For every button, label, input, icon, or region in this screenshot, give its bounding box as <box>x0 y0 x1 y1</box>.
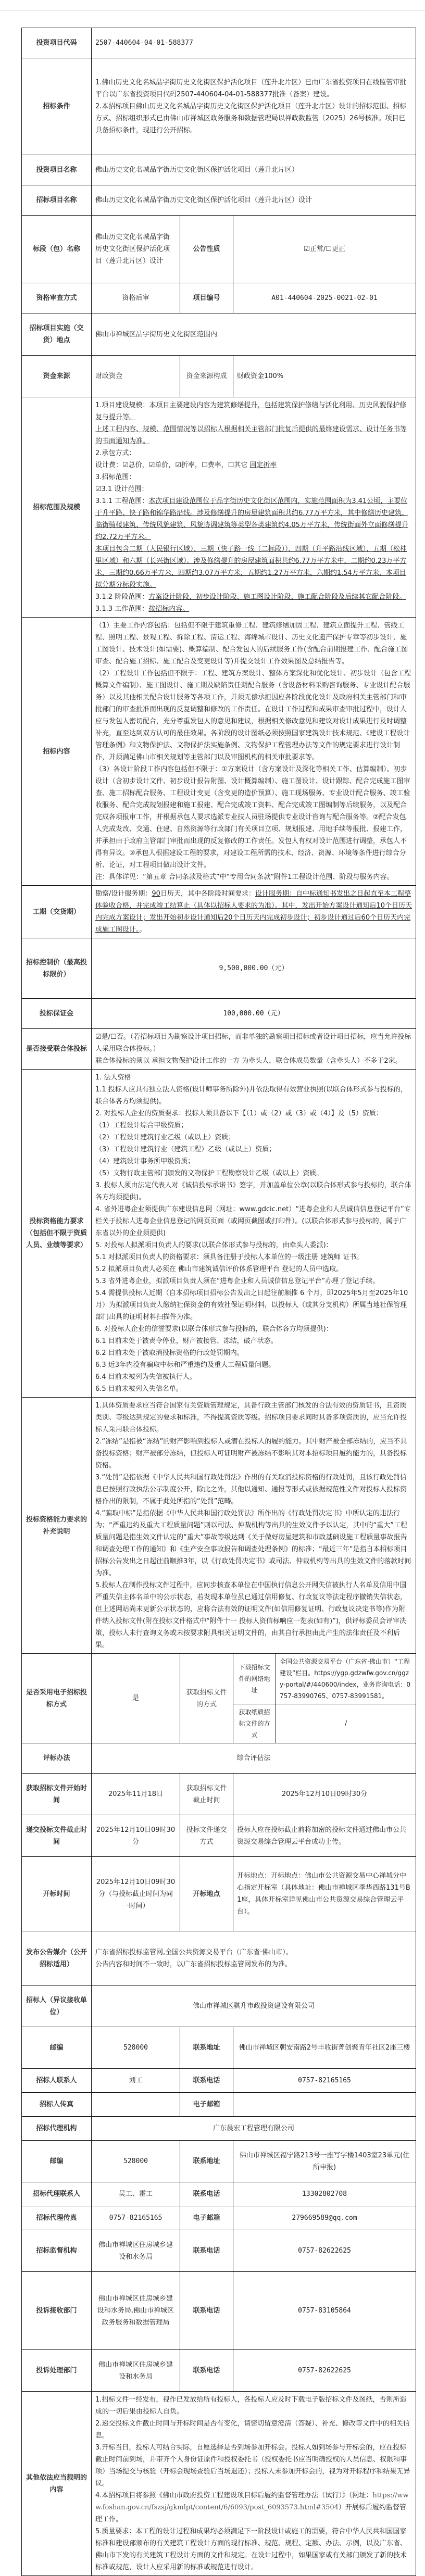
value-location: 佛山市禅城区品字街历史文化街区范围内 <box>92 313 416 356</box>
scope-p313-prefix: 3.1.3 工作范围： <box>95 605 149 613</box>
period-mid: 日历天，其中各阶段时间要求： <box>160 890 255 898</box>
other-p2: 2.递交投标文件截止时间与开标时间是否有变化，请密切留意澄清（答疑）、补充、修改等文件中的相关信息。 <box>95 2420 410 2440</box>
row-tenderer <box>22 1986 416 2027</box>
label-notice-nature: 公告性质 <box>180 216 233 283</box>
requirement-item: 3. 投标人须由法定代表人对《诚信投标承诺书》签字，并加盖单位公章(以联合体形式参与投标的，联合体各方均须提供)。 <box>95 1182 411 1201</box>
value-agency-phone: 13302802708 <box>233 2182 416 2206</box>
row-agency <box>22 2117 416 2141</box>
row-agency-fax <box>22 2206 416 2230</box>
label-project-number: 项目编号 <box>180 283 233 313</box>
value-agency-address: 佛山市禅城区福宁路213号一座写字楼1403室23单元(住所申报) <box>233 2141 416 2182</box>
label-obtain-start: 获取招标文件开始时间 <box>22 1774 92 1815</box>
label-tender-name: 招标项目名称 <box>22 185 92 216</box>
requirement-item: （1）工程设计综合甲级资质； <box>95 1122 188 1129</box>
label-tenderer-fax: 招标人传真 <box>22 2093 92 2117</box>
row-other <box>22 2392 416 2576</box>
requirement-item: （5）文物行政主管部门颁发的文物保护工程勘察设计乙级（或以上）资质。 <box>95 1170 323 1177</box>
row-supervision <box>22 2230 416 2272</box>
value-agency-email: 279669589@qq.com <box>233 2206 416 2230</box>
value-paper-method: / <box>276 1704 416 1743</box>
content-item: （1）主要工作内容包括：包括但不限于建筑重修工程、建筑修缮加固工程、建筑立面提升工程、管线工程、照明工程、景观工程、拆除工程、清运工程、海绵城市设计、历史文化遗产保护专章等初步设计、施工图设计、技术设计(如需要)、概算编制、配合发包人的后续服务工作(含配合前期报建工作、配合施工图审查、配合施工招标、施工配合及变更设计等)并提交设计工作效果图及总结报告等。 <box>95 622 408 665</box>
label-complaint-receive-phone: 联系电话 <box>180 2272 233 2350</box>
top-divider <box>0 10 425 11</box>
label-funding-composition: 资金来源构成 <box>180 356 233 397</box>
row-location <box>22 313 416 356</box>
row-requirements <box>22 1070 416 1398</box>
value-consortium <box>92 1029 416 1070</box>
label-section: 标段（包）名称 <box>22 216 92 283</box>
value-supervision: 佛山市禅城区住房城乡建设和水务局 <box>92 2230 180 2272</box>
label-agency: 招标代理机构 <box>22 2117 92 2141</box>
requirement-item: 5. 对投标人拟派项目负责人的要求(以联合体形式参与投标的，由牵头人委派)： <box>95 1241 333 1249</box>
label-online-address: 下载招标文件的网络地址 <box>233 1654 276 1704</box>
period-days: 90 <box>152 890 160 898</box>
row-supplement <box>22 1398 416 1654</box>
value-tenderer-postcode: 528000 <box>92 2027 180 2069</box>
scope-p2b-other: 固定折率 <box>249 461 277 469</box>
media-p2: 公告内容和时间不一致时，以广东省招标投标监管网发布的为准。 <box>95 1960 292 1968</box>
requirement-item: （4）建筑设计事务所甲级资质； <box>95 1158 195 1165</box>
other-p4-url[interactable]: https://www.foshan.gov.cn/fszsj/gkmlpt/content/6/6093/post_6093573.html#3504 <box>95 2492 409 2511</box>
value-opening-place: 开标地点：开标地点：佛山市公共资源交易中心禅城分中心指定开标室（具体地址：佛山市禅城区季华西路131号B1座，具体开标室详见佛山市公共资源交易综合管理云平台）。 <box>233 1857 416 1931</box>
requirement-item: 2. 对投标人企业的资质要求：投标人须具备以下【（1）或（2）或（3）或（4）】及（5）资质： <box>95 1110 383 1117</box>
other-p4-suffix: ）开展标后履约监督管理工作。 <box>95 2504 406 2523</box>
supplement-item: 2.“冻结”是指被“冻结”的财产影响到投标人或潜在投标人的履约能力。其中财产被全部冻结的，应当不具备投标资格；财产被部分冻结，但投标人可证明财产被冻结不影响其对本招标项目履约能力的，具备投标资格。 <box>95 1438 407 1469</box>
value-complaint-receive-phone: 0757-83105864 <box>233 2272 416 2350</box>
value-other <box>92 2392 416 2576</box>
label-supplement: 投标资格能力要求的补充说明 <box>22 1398 92 1654</box>
other-p3: 3.开标当日，投标人可结合实际，自愿选择是否到场参加开标会。投标人如到场参与开标会的，应在投标截止时间前到场，并带齐个人身份证原件和授权委托书（授权委托书应当明确授权的人员信息、权限和事项）当场提交与核验（开标会现场查验后当场退还）；投标人未参加开标会的，视为对开标程序和结果无异议。 <box>95 2444 410 2487</box>
label-submit-deadline: 递交投标文件截止时间 <box>22 1815 92 1857</box>
label-agency-email: 电子邮箱 <box>180 2206 233 2230</box>
requirement-item: 6.2 目前未处于被取消投标资格的行政处罚期内。 <box>95 1349 244 1357</box>
other-p4-prefix: 4.本招标项目将参照《佛山市政府投资工程建设项目标后履约监督管理办法（试行）》（网址： <box>95 2492 373 2499</box>
row-content <box>22 618 416 886</box>
row-tenderer-fax <box>22 2093 416 2117</box>
value-obtain-start: 2025年11月18日 <box>92 1774 180 1815</box>
row-conditions <box>22 58 416 155</box>
requirement-item: 5.2 拟派项目负责人必须在 佛山市建筑诚信评价体系管理平台 登记的人员中选取。 <box>95 1265 343 1273</box>
requirement-item: （3）工程设计建筑行业（建筑工程）乙级（或以上）资质； <box>95 1146 276 1153</box>
scope-p311-text: 本次项目建设范围位于品字街历史文化街区范围内，实施范围面积为3.41公顷，主要位于升平路、快子路和锦华路沿线。涉及修缮提升的房屋建筑面积共约6.77万平方米，其中修缮历史建筑、临街骑楼建筑、传统风貌建筑、风貌协调建筑等类型各类建筑约4.05万平方米，传统街面外立面修缮提升约2.72万平方米。 <box>95 497 408 541</box>
label-period: 工期（交货期） <box>22 886 92 938</box>
label-tenderer: 招标人（异议接收单位） <box>22 1986 92 2027</box>
label-complaint-handle: 投诉处理部门 <box>22 2350 92 2392</box>
value-tenderer-fax <box>92 2093 180 2117</box>
value-deposit: 100,000.00（元） <box>92 999 416 1029</box>
requirement-item: 6.5 目前未被列入失信名单。 <box>95 1385 183 1393</box>
requirement-item: 6. 对投标人企业的信誉要求(以联合体形式参与投标的，联合体各方均须提供)： <box>95 1325 333 1333</box>
supplement-item: 1.具体资质要求应当符合国家有关资质管理规定，具备行政主管部门核发的合法有效的资质证书，且资质类别、等级达到规定的要求和标准，不得提高资质等级。招标项目要求同时具备多项资质的，应当允许投标人采用联合体投标。 <box>95 1402 407 1434</box>
value-supervision-phone: 0757-82622625 <box>233 2230 416 2272</box>
value-tenderer-email <box>233 2093 416 2117</box>
scope-p3: 3.招标范围： <box>95 473 136 481</box>
label-agency-contact: 招标代理联系人 <box>22 2182 92 2206</box>
value-funding-composition: 财政资金100% <box>233 356 416 397</box>
value-invest-name: 佛山历史文化名城品字街历史文化街区保护活化项目（莲升北片区） <box>92 155 416 185</box>
row-agency-post <box>22 2141 416 2182</box>
condition-item: 2.本招标项目佛山历史文化名城品字街历史文化街区保护活化项目（莲升北片区）设计的招标范围、招标方式、招标组织形式已由佛山市禅城区政务服务和数据管理局以禅政数监管〔2025〕26号核准。项目已具备招标条件，现进行公开招标。 <box>95 103 407 134</box>
value-agency-fax: 0757-82165165 <box>92 2206 180 2230</box>
label-supervision: 招标监督机构 <box>22 2230 92 2272</box>
value-tenderer: 佛山市禅城区骐升市政投资建设有限公司 <box>92 1986 416 2027</box>
label-complaint-receive: 投诉接收部门 <box>22 2272 92 2350</box>
scope-p311-prefix: 3.1.1 工程范围： <box>95 497 149 505</box>
condition-item: 1.佛山历史文化名城品字街历史文化街区保护活化项目（莲升北片区）已由广东省投资项目在线监管审批平台以广东省投资项目代码2507-440604-04-01-588377批准（备案）建设。 <box>95 79 407 98</box>
requirement-item: 4. 省外进粤企业须提供广东建设信息网（网址：www.gdcic.net）“进粤企业和人员诚信信息登记平台”专栏关于投标人进粤企业信息登记的网页页面（或网页截图或打印件）。(以联合体形式参与投标的，属于广东省以外的企业须提供) <box>95 1205 411 1237</box>
tender-notice-table <box>21 28 416 2576</box>
period-suffix: 。 <box>139 926 146 934</box>
label-opening-place: 开标地点 <box>180 1857 233 1931</box>
row-control-price <box>22 938 416 999</box>
content-item: （2）工程设计工作包括但不限于：工程、建筑方案设计、整体方案深化和优化设计、初步设计（包含工程概算文件编制）、施工图设计、施工期及缺陷责任期配合服务（含设备材料采购咨询服务、专业设计配合服务）以及其他相关配合设计服务等各项工作，并须无偿承担因应各阶段优化设计及政府相关主管部门和审批部门的审查批准而出现的反复调整和修改的工作责任。在设计工作过程和成果审查审批过程中，设计人应与发包人密切配合，充分尊重发包人的意见和建议，根据相关修改意见和建议对设计成果进行及时调整补充，直至达到双方认可的最佳效果。各阶段的设计图纸必须按照国家建筑设计技术规范、《建设工程设计管理条例》和文物保护法、文物保护法实施条例、文物保护工程管理办法等文件的规定要求进行设计制作，并须满足佛山市相关规划等主管部门以及审图机构的相关审批要求等。 <box>95 670 411 761</box>
content-item: （3）各设计阶段工作内容包括但不限于：①方案设计（含方案设计及深化等相关工作、估算编制）。初步设计（含初步设计文件、初步设计报告附图、设计概算编制）、施工图设计、设计跟踪、配合完成施工图审查、施工招标配合服务、工程设计变更（含变更的造价预算）、施工现场服务、专业设计配合服务、竣工验收服务、配合完成规划报建和施工报建、配合完成竣工资料、配合完成竣工图编制等后续服务，以及配合完成各项报审工作，并根据承包人要求选派专业技人员驻场提供专业设计咨询与配合服务等。②配合发包人完成发改、交通、住建、自然资源等行政部门有关项目立项、规划报建、用地手续等报批、报建工作，并承担由于政府主管部门审批而出现的反复修改的工作责任。发包人有权对设计范围进行调整，承包人不得有异议。③承包人根据建设工程的要求，对建设工程所需的技术、经济、资源、环境等条件进行综合分析、论证，对工程项目做出设计文件。 <box>95 765 410 869</box>
label-agency-postcode: 邮编 <box>22 2141 92 2182</box>
value-tenderer-phone: 0757-82165165 <box>233 2069 416 2093</box>
label-other: 其他依法应当载明的内容 <box>22 2392 92 2576</box>
value-complaint-receive: 佛山市禅城区住房城乡建设和水务局,佛山市禅城区政务服务和数据管理局 <box>92 2272 180 2350</box>
other-p5: 5.质量要求：本工程的设计过程和成果均必须满足下一阶段设计或施工的需要，符合中华人民共和国国家标准和建设部颁布的有关建筑工程设计方面的现行标准、规范、规程、定额、办法、示例，以及广东省、佛山市下发的有关建筑工程设计方面的文件和规定。在设计过程中，如果国家或有关部门颁发了新的技术标准或规范，设计人应采用新的标准或规范进行设计。 <box>95 2528 407 2571</box>
row-tenderer-post <box>22 2027 416 2069</box>
label-tenderer-email: 电子邮箱 <box>180 2093 233 2117</box>
row-evaluation <box>22 1743 416 1774</box>
row-scope <box>22 397 416 618</box>
label-funding: 资金来源 <box>22 356 92 397</box>
value-period <box>92 886 416 938</box>
value-complaint-handle-phone: 0757-82622625 <box>233 2350 416 2392</box>
value-funding: 财政资金 <box>92 356 180 397</box>
label-tenderer-phone: 联系电话 <box>180 2069 233 2093</box>
row-submit <box>22 1815 416 1857</box>
scope-p312-prefix: 3.1.2 阶段范围： <box>95 593 149 601</box>
value-online-address: 全国公共资源交易平台（广东省·佛山市）“工程建设”栏目。https://ygp.gdzwfw.gov.cn/ggzy-portal/#/440600/index，业务咨询电话：0757-83990765、0757-83991581。 <box>276 1654 416 1704</box>
label-paper-method: 获取纸质招标文件的方式 <box>233 1704 276 1743</box>
row-media <box>22 1931 416 1986</box>
label-evaluation: 评标办法 <box>22 1743 92 1774</box>
scope-p313-text: 按招标内容。 <box>148 605 190 613</box>
value-electronic: 是 <box>92 1654 180 1743</box>
label-consortium: 是否接受联合体投标 <box>22 1029 92 1070</box>
row-funding <box>22 356 416 397</box>
label-agency-phone: 联系电话 <box>180 2182 233 2206</box>
supplement-item: 4.“骗取中标”是指依据《中华人民共和国行政处罚法》所作出的《行政处罚决定书》中所认定的违法行为；“严重违约及重大工程质量问题”则以司法、仲裁机构等出具的生效文件予以认定，其中的“重大”工程质量问题是指生效文件认定的“重大”事故等级达到《关于做好房屋建筑和市政基础设施工程质量事故报告和调查处理工作的通知》和《生产安全事故报告和调查处理条例》的标准；“最近三年”是指自本招标项目招标公告发出之日起往前顺推3年，以《行政处罚决定书》或司法、仲裁机构等出具的生效文件的落款时间为准。 <box>95 1510 411 1577</box>
label-scope: 招标范围及规模 <box>22 397 92 618</box>
value-complaint-handle: 佛山市禅城区住房城乡建设和水务局 <box>92 2350 180 2392</box>
label-supervision-phone: 联系电话 <box>180 2230 233 2272</box>
period-requirement: 设计服务期：自中标通知书发出之日起直至本工程整体验收合格，并完成竣工结算止（具体以招标人要求的为准）。其中，发出开始方案设计通知后10个日历天内完成方案设计；发出开始初步设计通知后20个日历天内完成初步设计；初步设计通过后60个日历天内完成施工图设计。 <box>95 890 413 934</box>
value-opening-time: 2025年12月10日09时30分（与投标截止时间为同一时间） <box>92 1857 180 1931</box>
value-project-number: A01-440604-2025-0021-02-01 <box>233 283 416 313</box>
label-control-price: 招标控制价（最高投标限价） <box>22 938 92 999</box>
scope-p1-prefix: 1.项目建设规模： <box>95 401 149 409</box>
value-tender-name: 佛山历史文化名城品字街历史文化街区保护活化项目（莲升北片区）设计 <box>92 185 416 216</box>
scope-p2b: 设计费：☑总价，☑单价，☑折率，☐费率，☐其它 <box>95 461 248 469</box>
scope-p1-text: 本项目主要建设内容为建筑修缮提升，包括建筑保护修缮与活化利用、历史风貌保护修复与提升等。 <box>95 401 407 421</box>
value-requirements <box>92 1070 416 1398</box>
requirement-item: 6.3 近3年内没有骗取中标和严重违约及重大工程质量问题。 <box>95 1361 276 1369</box>
scope-p311b: 本项目包含二期（人民银行区域）、三期（快子路一线（二标段））、四期（升平路沿线区域）、五期（松桂里区域）和六期（长兴街区域）。涉及修缮提升的房屋建筑面积共约6.77万平方米中，二期约0.23万平方米，三期约0.66万平方米，四期约3.07万平方米，五期约1.27万平方米，六期约1.54万平方米，本项目拟分期分标段实施。 <box>95 545 407 589</box>
value-submit-method: 投标人应在投标截止前将加密的投标文件通过佛山市公共资源交易综合管理云平台成功上传。 <box>233 1815 416 1857</box>
row-obtain-time <box>22 1774 416 1815</box>
row-tenderer-contact <box>22 2069 416 2093</box>
label-obtain-method: 获取招标文件的方式 <box>180 1654 233 1743</box>
label-opening-time: 开标时间 <box>22 1857 92 1931</box>
value-submit-deadline: 2025年12月10日09时30分 <box>92 1815 180 1857</box>
value-qualification: 资格后审 <box>92 283 180 313</box>
value-tenderer-address: 佛山市禅城区朝安南路2号丰收街菁创聚青年社区2座三楼 <box>233 2027 416 2069</box>
label-tenderer-postcode: 邮编 <box>22 2027 92 2069</box>
row-tender-name <box>22 185 416 216</box>
requirement-item: （2）工程设计建筑行业乙级（或以上）资质； <box>95 1134 235 1141</box>
label-agency-fax: 招标代理传真 <box>22 2206 92 2230</box>
value-evaluation: 综合评估法 <box>92 1743 416 1774</box>
label-electronic: 是否采用电子招标投标方式 <box>22 1654 92 1743</box>
value-agency-contact: 吴工、霍工 <box>92 2182 180 2206</box>
row-invest-name <box>22 155 416 185</box>
row-qualification <box>22 283 416 313</box>
row-agency-contact <box>22 2182 416 2206</box>
label-conditions: 招标条件 <box>22 58 92 155</box>
value-content <box>92 618 416 886</box>
value-conditions <box>92 58 416 155</box>
label-qualification: 资格审查方式 <box>22 283 92 313</box>
label-complaint-handle-phone: 联系电话 <box>180 2350 233 2392</box>
scope-p1b: 上述工程内容、规模、范围情况等以招标人根据相关主管部门批复后提供的最终建设需求、设计任务书等的书面通知为准。 <box>95 425 407 445</box>
label-media: 发布公告媒介（公开招标适用） <box>22 1931 92 1986</box>
value-notice-nature: ☑正常/☐更正 <box>233 216 416 283</box>
requirement-item: 5.1 对拟派项目负责人的资格要求：须具备注册于投标人本单位的一级注册 建筑师 证书。 <box>95 1253 364 1261</box>
label-invest-name: 投资项目名称 <box>22 155 92 185</box>
period-prefix: 勘察/设计服务期： <box>95 890 152 898</box>
row-section <box>22 216 416 283</box>
content-item: 注：具体详见：“第五章 合同条款及格式”中“专用合同条款”附件1工程设计范围、阶段与服务内容。 <box>95 873 394 881</box>
value-supplement <box>92 1398 416 1654</box>
requirement-item: 1.1 投标人应具有独立法人资格(设计师事务所除外)并依法取得有效营业执照(以联合体形式参与投标的，联合体各方均须提供)。 <box>95 1086 408 1105</box>
label-tenderer-contact: 招标人联系人 <box>22 2069 92 2093</box>
value-tenderer-contact: 刘工 <box>92 2069 180 2093</box>
supplement-item: 3.“处罚”是指依据《中华人民共和国行政处罚法》作出的有关取消投标资格的行政处罚，且该行政处罚信息已按照行政执法公示制度公开，除此之外，其他以通知、通报等形式或依据规范性文件对投标人投标资格作出的限制，不属于此处所指的“处罚”范畴。 <box>95 1474 407 1505</box>
requirement-item: 5.4 需提供投标人近期（自本招标项目招标公告发出之日起往前顺推 6 个月，即2025年5月至2025年10月）为拟派项目负责人缴纳社保资金的有效社保证明材料，以投标人（或其分支机构）所属当地社保管理部门出具的证明材料扫描件为准。 <box>95 1289 408 1321</box>
label-tenderer-address: 联系地址 <box>180 2027 233 2069</box>
value-section: 佛山历史文化名城品字街历史文化街区保护活化项目（莲升北片区）设计 <box>92 216 180 283</box>
label-deposit: 投标保证金 <box>22 999 92 1029</box>
label-location: 招标项目实施（交货）地点 <box>22 313 92 356</box>
label-obtain-end: 获取招标文件截止时间 <box>180 1774 233 1815</box>
row-consortium <box>22 1029 416 1070</box>
row-complaint-receive <box>22 2272 416 2350</box>
label-content: 招标内容 <box>22 618 92 886</box>
scope-p2: 2.承包方式： <box>95 449 136 457</box>
row-electronic-online <box>22 1654 416 1704</box>
requirement-item: 6.1 目前未处于被责令停业，财产被接管、冻结，破产状态。 <box>95 1337 278 1345</box>
consortium-p1: ☑是/☐否。（若招标项目为勘察设计项目招标，而非单独的勘察项目招标或者设计项目招标，应当允许投标人采用联合体投标。） <box>95 1033 411 1053</box>
value-media <box>92 1931 416 1986</box>
value-control-price: 9,500,000.00（元） <box>92 938 416 999</box>
label-project-code: 投资项目代码 <box>22 28 92 58</box>
row-period <box>22 886 416 938</box>
requirement-item: 5.3 省外进粤企业，拟派项目负责人须在“进粤企业和人员诚信信息登记平台”办理了登记手续。 <box>95 1277 380 1285</box>
supplement-item: 5.投标人在制作投标文件过程中，应同步核查本单位在中国执行信息公开网失信被执行人名单及信用中国严重失信主体名单中的公示状态，若发现本单位虽已通过信用修复、行政复议等法定程序撤销失信状态，但上述网站尚未更新公示状态的，应将合法有效的证明文件(如信用修复证明、行政复议决定书等)作为附件纳入投标文件(附在投标文件格式中“附件十一 投标人资信标响应一览表(如有)”)，供评标委员会评审决策，投标人未行查询义务或未按要求附具相关证明文件的，由其自行承担由此产生的法律责任及不利后果。 <box>95 1581 407 1649</box>
other-p1: 1.招标文件一经发布，视作已发放给所有投标人，各投标人应及时下载电子版招标文件及图纸，否则所造成的一切后果由投标人自负。 <box>95 2396 407 2416</box>
value-agency-postcode: 528000 <box>92 2141 180 2182</box>
value-obtain-end: 2025年12月10日09时30分 <box>233 1774 416 1815</box>
consortium-p2: 联合体投标的须以 承担文物保护设计工作的一方 为牵头人，联合体成员数量（含牵头人）不多于2家。 <box>95 1057 402 1065</box>
label-submit-method: 投标文件递交方式 <box>180 1815 233 1857</box>
requirement-item: 1. 法人资格 <box>95 1074 131 1082</box>
label-requirements: 投标资格能力要求（包括但不限于资质人员、业绩等要求） <box>22 1070 92 1398</box>
row-deposit <box>22 999 416 1029</box>
value-project-code: 2507-440604-04-01-588377 <box>92 28 416 58</box>
label-agency-address: 联系地址 <box>180 2141 233 2182</box>
row-opening <box>22 1857 416 1931</box>
value-scope <box>92 397 416 618</box>
media-p1: 广东省招标投标监管网,全国公共资源交易平台（广东省·佛山市）。 <box>95 1948 293 1956</box>
requirement-item: 6.4 目前未被列为失信被执行人。 <box>95 1373 196 1381</box>
row-project-code <box>22 28 416 58</box>
value-agency: 广东晨宏工程管理有限公司 <box>92 2117 416 2141</box>
scope-p31: ☑3.1 设计范围： <box>95 485 148 493</box>
row-complaint-handle <box>22 2350 416 2392</box>
scope-p312-text: 方案设计阶段、初步设计阶段、施工图设计阶段、施工配合阶段及后续其它配合阶段。 <box>148 593 406 601</box>
